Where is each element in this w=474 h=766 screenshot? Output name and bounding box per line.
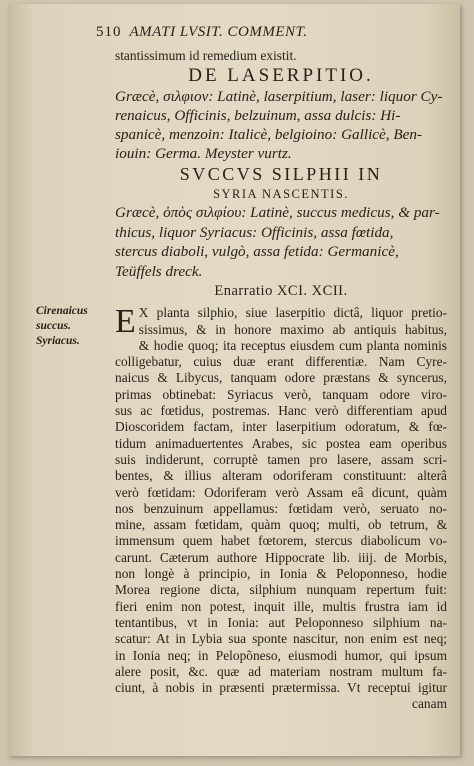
synonym-line: iouin: Germa. Meyster vurtz. — [115, 145, 292, 163]
prose-line: naicus & Libycus, tanquam odore præstans & syncerus, — [115, 370, 447, 386]
running-title: AMATI LVSIT. COMMENT. — [129, 24, 308, 40]
synonym-line: Græcè, σιλφιον: Latinè, laserpitium, laser: liquor Cy- — [115, 88, 443, 106]
prose-line: carunt. Cæterum authore Hippocrate lib. iiij. de Morbis, — [115, 549, 447, 565]
prose-line: primas obtinebat: Syriacus verò, tanquam odore viro- — [115, 386, 447, 402]
heading-succus-line1: SVCCVS SILPHII IN — [179, 164, 383, 185]
prose-line: alere posit, &c. quæ ad materiam nostram multum fa- — [115, 663, 447, 679]
prose-line: fieri enim non potest, inquit ille, multis frustra iam id — [115, 598, 447, 614]
synonym-line: stercus diaboli, vulgò, assa fetida: Germanicè, — [115, 243, 399, 261]
prose-line: verò fœtidam: Odoriferam verò Assam eâ dicunt, quàm — [115, 484, 447, 500]
prose-line: & hodie quoq; ita receptus eiusdem cum planta nominis — [138, 337, 447, 353]
heading-laserpitio: DE LASERPITIO. — [188, 65, 374, 87]
synonyms-laserpitio — [115, 87, 447, 163]
enarratio-heading: Enarratio XCI. XCII. — [214, 283, 348, 300]
prose-line: Dioscoridem factam, inter laserpitium odoratum, & fœ- — [115, 419, 447, 435]
prose-line: non longè à principio, in Ionia & Peloponneso, hodie — [115, 566, 447, 582]
page-number: 510 — [96, 24, 122, 40]
page-body — [115, 48, 447, 713]
commentary-text — [115, 305, 447, 712]
synonyms-succus — [115, 203, 447, 281]
prose-line: nos benzuinum appellamus: fœtidam verò, seruato no- — [115, 500, 447, 516]
heading-succus-line2: SYRIA NASCENTIS. — [213, 187, 349, 202]
prose-line: scatur: At in Lybia sua sponte nascitur, non enim est neq; — [115, 631, 447, 647]
prose-line: immensum quem habet fœtorem, stercus diabolicum vo- — [115, 533, 447, 549]
opening-line: stantissimum id remedium existit. — [115, 48, 297, 63]
synonym-line: spanicè, menzoin: Italicè, belgioino: Gallicè, Ben- — [115, 126, 423, 144]
page-header — [96, 24, 426, 41]
margin-note-succus: succus. — [36, 320, 71, 332]
synonym-line: thicus, liquor Syriacus: Officinis, assa fœtida, — [115, 223, 394, 241]
prose-line: ciunt, à nobis in præsenti prætermissa. Vt receptui igitur — [115, 680, 447, 696]
catchword: canam — [412, 696, 447, 712]
drop-cap: E — [115, 303, 136, 341]
synonym-line: renaicus, Officinis, belzuinum, assa dulcis: Hi- — [115, 107, 401, 125]
prose-line: bentes, & illius alteram odoriferam constituunt: alterâ — [115, 468, 447, 484]
prose-line: suis indiderunt, corruptè tamen pro lasere, assam scri- — [115, 451, 447, 467]
prose-line: sus ac fœtidus, postremas. Hanc verò differentiam apud — [115, 403, 447, 419]
prose-line: tentantibus, vt in Ionia: aut Peloponneso silphium na- — [115, 614, 447, 630]
prose-line: mine, assam fœtidam, quàm quoq; multi, ob tetrum, & — [115, 517, 447, 533]
prose-line: sissimus, & in honore maximo ab antiquis habitus, — [138, 321, 447, 337]
prose-line: X planta silphio, siue laserpitio dictâ, liquor pretio- — [138, 305, 447, 321]
prose-line: colligebatur, cuius duæ erant differentiæ. Nam Cyre- — [115, 354, 447, 370]
prose-line: tidum animaduertentes Arabes, sic postea eam operibus — [115, 435, 447, 451]
margin-note-cirenaicus: Cirenaicus — [36, 305, 88, 317]
prose-line: in Ionia neq; in Pelopõneso, eiusmodi humor, qui ipsum — [115, 647, 447, 663]
synonym-line: Teüffels dreck. — [115, 262, 203, 280]
margin-note-syriacus: Syriacus. — [36, 335, 80, 347]
prose-line: Morea regione dicta, silphium nunquam repertum fuit: — [115, 582, 447, 598]
book-page — [8, 4, 460, 756]
synonym-line: Græcè, ὀπὸς σιλφίου: Latinè, succus medicus, & par- — [115, 204, 440, 222]
